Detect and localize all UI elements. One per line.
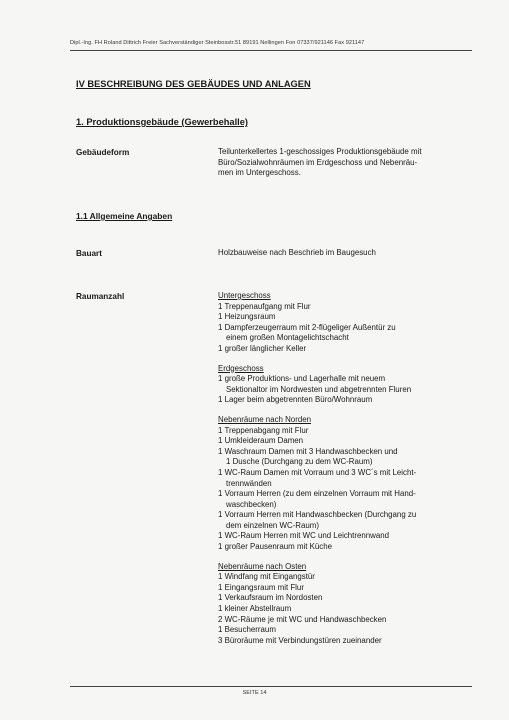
gebaeudeform-value (218, 147, 468, 179)
room-line: 1 Eingangsraum mit Flur (218, 582, 304, 592)
room-line: 1 WC-Raum Herren mit WC und Leichtrennwand (218, 531, 390, 541)
room-line: 1 Dampferzeugerraum mit 2-flügeliger Außentür zu (218, 322, 396, 332)
room-line: einem großen Montagelichtschacht (226, 333, 349, 343)
gebaeudeform-line: Teilunterkellertes 1-geschossiges Produktionsgebäude mit (218, 147, 422, 156)
room-line: Sektionaltor im Nordwesten und abgetrennten Fluren (226, 384, 412, 394)
gebaeudeform-line: men im Untergeschoss. (218, 168, 301, 178)
room-line: 1 WC-Raum Damen mit Vorraum und 3 WC´s mit Leicht- (218, 467, 417, 477)
gebaeudeform-line: Büro/Sozialwohnräumen im Erdgeschoss und Nebenräu- (218, 157, 418, 167)
room-line: 1 große Produktions- und Lagerhalle mit neuem (218, 374, 386, 384)
room-line: trennwänden (226, 478, 272, 488)
room-line: 1 Waschraum Damen mit 3 Handwaschbecken und (218, 446, 398, 456)
room-line: 3 Büroräume mit Verbindungstüren zueinander (218, 635, 382, 645)
room-group (218, 562, 468, 647)
letterhead: Dipl.-Ing. FH Roland Dittrich Freier Sachverständiger Steinbosstr.51 89191 Nellingen Fon 07337/921146 Fax 921147 (70, 40, 365, 46)
room-line: waschbecken) (226, 499, 277, 509)
room-line: 1 kleiner Abstellraum (218, 604, 292, 614)
gebaeudeform-label: Gebäudeform (76, 148, 130, 157)
room-group-title: Nebenräume nach Osten (218, 561, 307, 571)
room-line: 2 WC-Räume je mit WC und Handwaschbecken (218, 614, 387, 624)
room-line: 1 Treppenaufgang mit Flur (218, 301, 311, 311)
room-line: 1 Treppenabgang mit Flur (218, 425, 309, 435)
subsection-title: 1. Produktionsgebäude (Gewerbehalle) (76, 117, 249, 127)
footer-rule (70, 686, 472, 687)
room-line: 1 Vorraum Herren mit Handwaschbecken (Durchgang zu (218, 510, 417, 520)
room-group-title: Nebenräume nach Norden (218, 414, 311, 424)
room-group-title: Erdgeschoss (218, 363, 264, 373)
room-line: 1 Dusche (Durchgang zu dem WC-Raum) (226, 457, 373, 467)
room-line: 1 Verkaufsraum im Nordosten (218, 593, 323, 603)
room-line: 1 Vorraum Herren (zu dem einzelnen Vorraum mit Hand- (218, 489, 416, 499)
room-group (218, 364, 468, 406)
room-line: 1 Heizungsraum (218, 312, 276, 322)
raumanzahl-label: Raumanzahl (76, 292, 125, 301)
room-group-title: Untergeschoss (218, 291, 271, 300)
section-title: IV BESCHREIBUNG DES GEBÄUDES UND ANLAGEN (76, 79, 311, 89)
room-line: 1 Besucherraum (218, 625, 276, 635)
room-line: 1 großer länglicher Keller (218, 343, 307, 353)
room-line: 1 Lager beim abgetrennten Büro/Wohnraum (218, 395, 373, 405)
room-line: 1 Umkleideraum Damen (218, 436, 304, 446)
room-line: dem einzelnen WC-Raum) (226, 520, 319, 530)
raumanzahl-list (218, 291, 468, 646)
subsubsection-title: 1.1 Allgemeine Angaben (76, 211, 173, 221)
bauart-label: Bauart (76, 249, 102, 258)
room-line: 1 Windfang mit Eingangstür (218, 572, 315, 582)
room-group (218, 415, 468, 553)
bauart-text: Holzbauweise nach Beschrieb im Baugesuch (218, 248, 376, 257)
bauart-value (218, 248, 468, 259)
page-number: SEITE 14 (242, 690, 267, 696)
header-rule (70, 50, 472, 51)
room-line: 1 großer Pausenraum mit Küche (218, 542, 333, 552)
room-group (218, 291, 468, 355)
